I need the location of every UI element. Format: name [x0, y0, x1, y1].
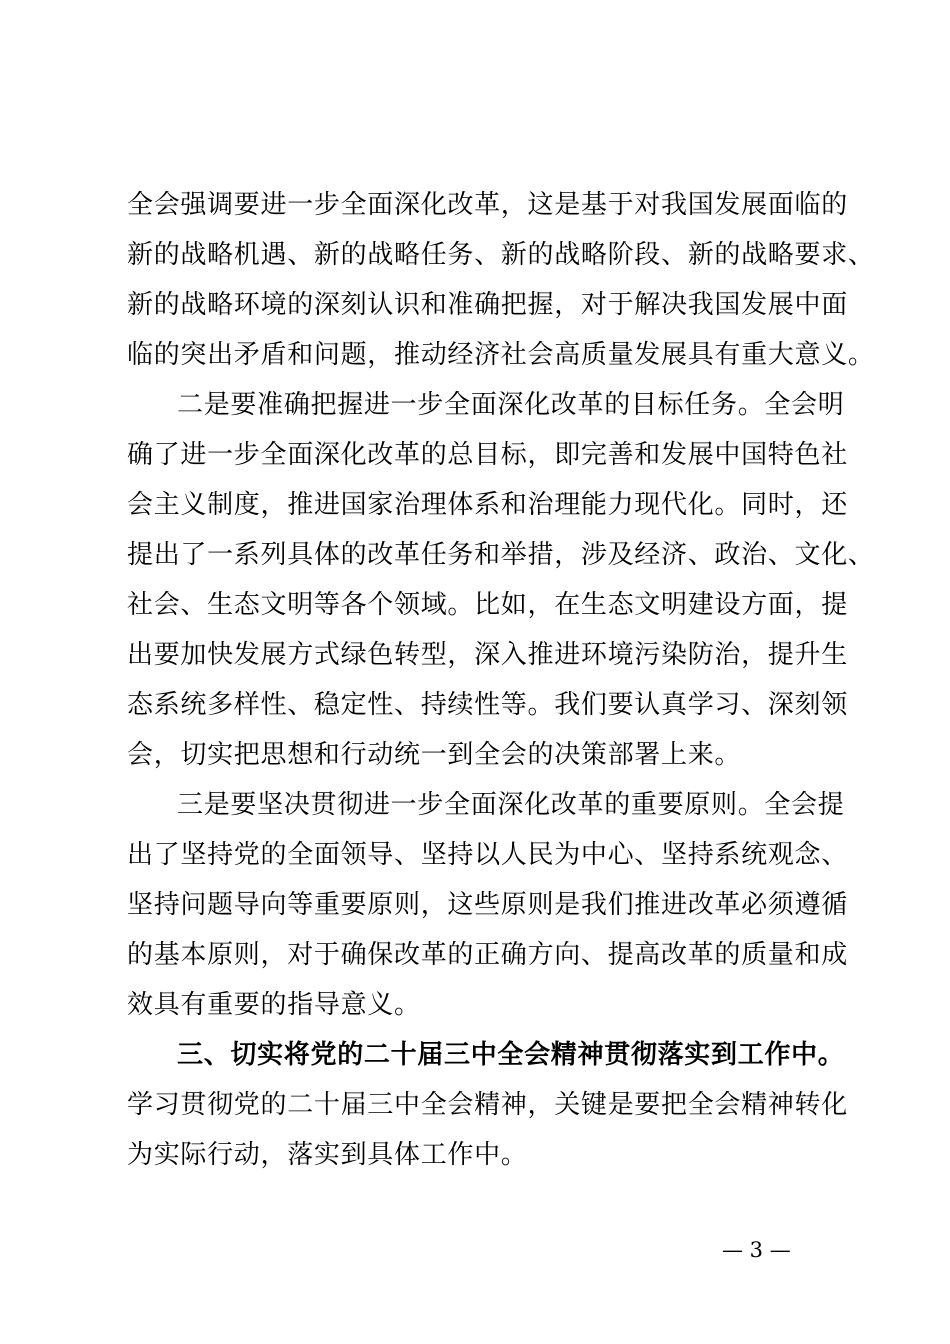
- body-text-line: 坚持问题导向等重要原则，这些原则是我们推进改革必须遵循: [127, 890, 848, 920]
- page-number: — 3 —: [722, 1238, 791, 1262]
- body-text-line: 会主义制度，推进国家治理体系和治理能力现代化。同时，还: [127, 490, 848, 520]
- body-text-line: 学习贯彻党的二十届三中全会精神，关键是要把全会精神转化: [127, 1090, 848, 1120]
- body-text-line: 临的突出矛盾和问题，推动经济社会高质量发展具有重大意义。: [127, 340, 875, 370]
- body-text-line: 为实际行动，落实到具体工作中。: [127, 1140, 528, 1170]
- section-heading: 三、切实将党的二十届三中全会精神贯彻落实到工作中。: [177, 1040, 845, 1070]
- paragraph-first-line: 三是要坚决贯彻进一步全面深化改革的重要原则。全会提: [177, 790, 845, 820]
- body-text-line: 新的战略环境的深刻认识和准确把握，对于解决我国发展中面: [127, 290, 848, 320]
- body-text-line: 出了坚持党的全面领导、坚持以人民为中心、坚持系统观念、: [127, 840, 848, 870]
- body-text-line: 新的战略机遇、新的战略任务、新的战略阶段、新的战略要求、: [127, 240, 875, 270]
- body-text-line: 提出了一系列具体的改革任务和举措，涉及经济、政治、文化、: [127, 540, 875, 570]
- body-text-line: 会，切实把思想和行动统一到全会的决策部署上来。: [127, 740, 742, 770]
- body-text-line: 社会、生态文明等各个领域。比如，在生态文明建设方面，提: [127, 590, 848, 620]
- body-text-line: 的基本原则，对于确保改革的正确方向、提高改革的质量和成: [127, 940, 848, 970]
- body-text-line: 态系统多样性、稳定性、持续性等。我们要认真学习、深刻领: [127, 690, 848, 720]
- body-text-line: 出要加快发展方式绿色转型，深入推进环境污染防治，提升生: [127, 640, 848, 670]
- body-text-line: 效具有重要的指导意义。: [127, 990, 421, 1020]
- paragraph-first-line: 二是要准确把握进一步全面深化改革的目标任务。全会明: [177, 390, 845, 420]
- body-text-line: 全会强调要进一步全面深化改革，这是基于对我国发展面临的: [127, 190, 848, 220]
- body-text-line: 确了进一步全面深化改革的总目标，即完善和发展中国特色社: [127, 440, 848, 470]
